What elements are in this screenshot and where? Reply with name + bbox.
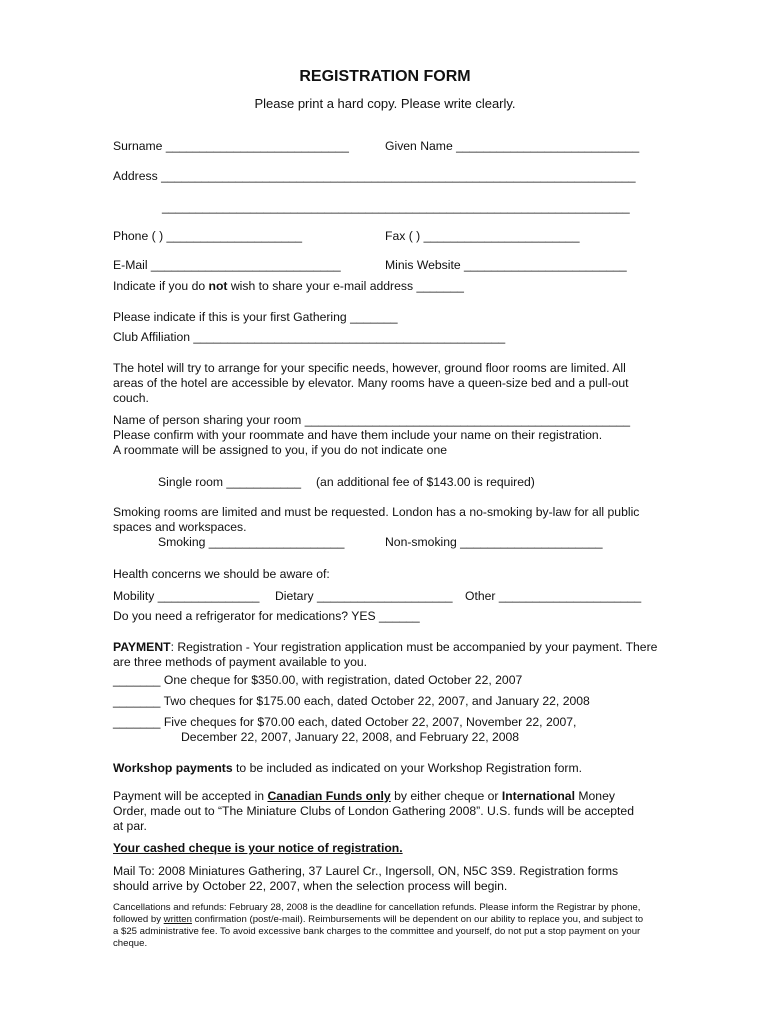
roommate-name-field[interactable]: Name of person sharing your room ________________________________________________ [113, 413, 631, 427]
health-heading: Health concerns we should be aware of: [113, 567, 330, 581]
payment-intro-text: : Registration - Your registration application must be accompanied by your payment. There are three methods of payment available to you. [113, 640, 658, 669]
other-health-field[interactable]: Other _____________________ [465, 589, 642, 603]
workshop-payments-label: Workshop payments [113, 761, 233, 775]
workshop-payments-text: to be included as indicated on your Workshop Registration form. [232, 761, 582, 775]
smoking-field[interactable]: Smoking ____________________ [158, 535, 345, 549]
smoking-note: Smoking rooms are limited and must be requested. London has a no-smoking by-law for all public spaces and workspaces. [113, 505, 640, 534]
non-smoking-field[interactable]: Non-smoking _____________________ [385, 535, 603, 549]
roommate-confirm-note: Please confirm with your roommate and have them include your name on their registration. [113, 428, 603, 442]
accepted-funds-text-2: by either cheque or [390, 789, 502, 803]
payment-option-3[interactable]: _______ Five cheques for $70.00 each, dated October 22, 2007, November 22, 2007, [113, 715, 577, 729]
roommate-assign-note: A roommate will be assigned to you, if you do not indicate one [113, 443, 448, 457]
accepted-funds-note [113, 789, 638, 834]
accepted-funds-text-3: Money Order, made out to “The Miniature Clubs of London Gathering 2008”. U.S. funds will be accepted at par. [113, 789, 634, 833]
address-line-2-field[interactable]: _____________________________________________________________________ [162, 200, 630, 214]
form-title: REGISTRATION FORM [299, 68, 471, 85]
dietary-field[interactable]: Dietary ____________________ [275, 589, 453, 603]
minis-website-field[interactable]: Minis Website ________________________ [385, 258, 627, 272]
single-room-fee: (an additional fee of $143.00 is required) [316, 475, 535, 489]
cancellation-written: written [163, 914, 192, 925]
payment-intro [113, 640, 658, 670]
club-affiliation-field[interactable]: Club Affiliation ______________________________________________ [113, 330, 506, 344]
first-gathering-field[interactable]: Please indicate if this is your first Gathering _______ [113, 310, 398, 324]
international-label: International [501, 789, 575, 803]
payment-option-3-dates: December 22, 2007, January 22, 2008, and February 22, 2008 [181, 730, 520, 744]
cancellation-policy [113, 902, 648, 950]
email-share-line[interactable] [113, 279, 464, 294]
payment-option-2[interactable]: _______ Two cheques for $175.00 each, dated October 22, 2007, and January 22, 2008 [113, 694, 590, 708]
email-share-blank: wish to share your e-mail address _______ [227, 279, 464, 293]
email-share-not: not [208, 279, 228, 293]
cashed-cheque-notice [113, 841, 403, 856]
surname-field[interactable]: Surname ___________________________ [113, 139, 349, 153]
mail-to-address: Mail To: 2008 Miniatures Gathering, 37 Laurel Cr., Ingersoll, ON, N5C 3S9. Registration forms should arrive by October 22, 2007, when the selection process will begin. [113, 864, 619, 893]
fax-field[interactable]: Fax ( ) _______________________ [385, 229, 580, 243]
address-field[interactable]: Address ______________________________________________________________________ [113, 169, 636, 183]
accepted-funds-text-1: Payment will be accepted in [113, 789, 268, 803]
email-share-text: Indicate if you do [113, 279, 209, 293]
payment-label: PAYMENT [113, 640, 171, 654]
canadian-funds-only: Canadian Funds only [267, 789, 391, 803]
single-room-field[interactable]: Single room ___________ [158, 475, 301, 489]
workshop-payments-note [113, 761, 582, 776]
email-field[interactable]: E-Mail ____________________________ [113, 258, 341, 272]
payment-option-1[interactable]: _______ One cheque for $350.00, with registration, dated October 22, 2007 [113, 673, 523, 687]
refrigerator-field[interactable]: Do you need a refrigerator for medications? YES ______ [113, 609, 420, 623]
mobility-field[interactable]: Mobility _______________ [113, 589, 260, 603]
form-subtitle: Please print a hard copy. Please write clearly. [254, 96, 516, 111]
given-name-field[interactable]: Given Name ___________________________ [385, 139, 640, 153]
cashed-cheque-text: Your cashed cheque is your notice of registration. [113, 841, 403, 855]
hotel-note: The hotel will try to arrange for your specific needs, however, ground floor rooms are limited. All areas of the hotel are accessible by elevator. Many rooms have a queen-size bed and a pull-out couch. [113, 361, 629, 405]
cancellation-text-1: Cancellations and refunds: February 28, 2008 is the deadline for cancellation refunds. Please inform the Registrar by phone, followed by [113, 902, 641, 925]
cancellation-text-2: confirmation (post/e-mail). Reimbursements will be dependent on our ability to replace you, and subject to a $25 administrative fee. To avoid excessive bank charges to the committee and yourself, do not put a stop payment on your cheque. [113, 914, 644, 949]
phone-field[interactable]: Phone ( ) ____________________ [113, 229, 303, 243]
